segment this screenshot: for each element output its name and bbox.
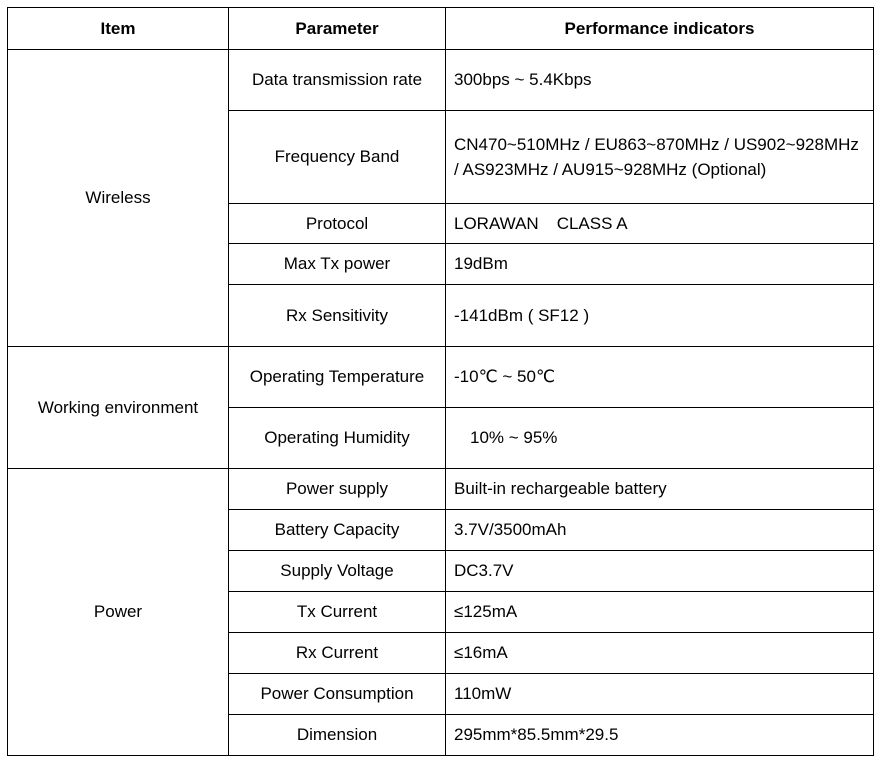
value-cell: 295mm*85.5mm*29.5: [446, 715, 874, 756]
value-cell: DC3.7V: [446, 551, 874, 592]
value-cell: 3.7V/3500mAh: [446, 510, 874, 551]
value-cell: -10℃ ~ 50℃: [446, 347, 874, 408]
param-cell: Operating Humidity: [229, 408, 446, 469]
protocol-value: LORAWAN: [454, 213, 539, 233]
header-performance: Performance indicators: [446, 8, 874, 50]
param-cell: Frequency Band: [229, 111, 446, 204]
param-cell: Tx Current: [229, 592, 446, 633]
value-cell: -141dBm ( SF12 ): [446, 285, 874, 347]
param-cell: Battery Capacity: [229, 510, 446, 551]
value-cell: 10% ~ 95%: [446, 408, 874, 469]
protocol-class: CLASS A: [556, 213, 628, 233]
group-item-power: Power: [8, 469, 229, 756]
header-row: [8, 8, 874, 50]
param-cell: Data transmission rate: [229, 50, 446, 111]
table-row: [8, 347, 874, 408]
spec-table: [7, 7, 874, 756]
param-cell: Supply Voltage: [229, 551, 446, 592]
param-cell: Protocol: [229, 204, 446, 244]
param-cell: Operating Temperature: [229, 347, 446, 408]
param-cell: Dimension: [229, 715, 446, 756]
value-cell: ≤16mA: [446, 633, 874, 674]
value-cell: [446, 204, 874, 244]
group-item-wireless: Wireless: [8, 50, 229, 347]
value-cell: CN470~510MHz / EU863~870MHz / US902~928MHz / AS923MHz / AU915~928MHz (Optional): [446, 111, 874, 204]
table-row: [8, 50, 874, 111]
param-cell: Max Tx power: [229, 244, 446, 285]
param-cell: Rx Sensitivity: [229, 285, 446, 347]
param-cell: Power Consumption: [229, 674, 446, 715]
table-row: [8, 469, 874, 510]
value-cell: 300bps ~ 5.4Kbps: [446, 50, 874, 111]
header-parameter: Parameter: [229, 8, 446, 50]
header-item: Item: [8, 8, 229, 50]
value-cell: ≤125mA: [446, 592, 874, 633]
value-cell: Built-in rechargeable battery: [446, 469, 874, 510]
group-item-working-environment: Working environment: [8, 347, 229, 469]
param-cell: Power supply: [229, 469, 446, 510]
value-cell: 110mW: [446, 674, 874, 715]
value-cell: 19dBm: [446, 244, 874, 285]
param-cell: Rx Current: [229, 633, 446, 674]
